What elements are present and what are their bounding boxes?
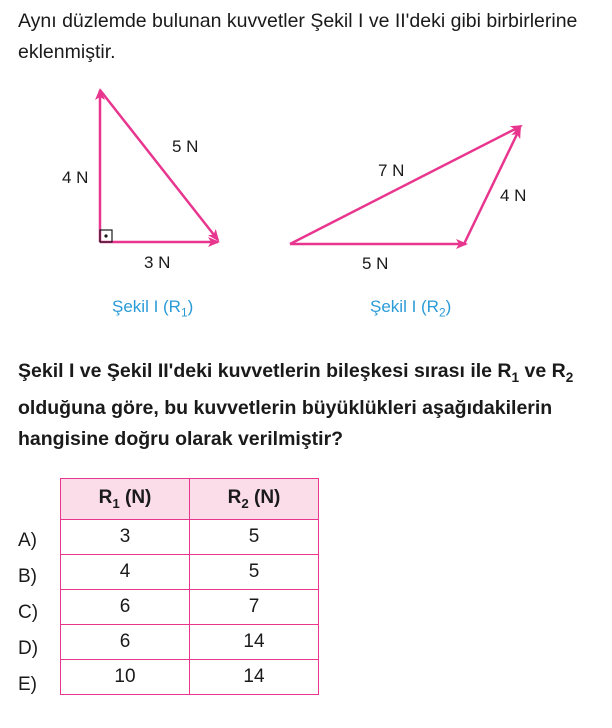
- table-row: [61, 520, 319, 555]
- label-5n-bottom: 5 N: [362, 254, 389, 273]
- label-7n: 7 N: [378, 161, 405, 180]
- vector-figures: [0, 70, 612, 290]
- cell-r1: 6: [61, 625, 190, 660]
- option-a[interactable]: A): [18, 530, 37, 551]
- figure-1: [62, 90, 218, 272]
- cell-r1: 6: [61, 590, 190, 625]
- option-e[interactable]: E): [18, 674, 37, 695]
- option-d[interactable]: D): [18, 638, 39, 659]
- cell-r1: 10: [61, 660, 190, 695]
- option-c[interactable]: C): [18, 602, 39, 623]
- figure-2: [290, 126, 526, 273]
- option-b[interactable]: B): [18, 566, 37, 587]
- cell-r1: 3: [61, 520, 190, 555]
- cell-r2: 5: [190, 555, 319, 590]
- figure-2-caption: Şekil I $(R_2)$: [370, 297, 452, 320]
- figure-1-caption: Şekil I $(R_1)$: [112, 297, 194, 320]
- label-5n: 5 N: [172, 137, 199, 156]
- label-3n: 3 N: [144, 253, 171, 272]
- cell-r2: 14: [190, 660, 319, 695]
- vector-7n: [290, 126, 521, 244]
- intro-text: Aynı düzlemde bulunan kuvvetler Şekil I ve II'deki gibi birbirlerine eklenmiştir.: [18, 10, 578, 63]
- label-4n-right: 4 N: [500, 186, 527, 205]
- table-header-row: [61, 479, 319, 520]
- header-r1: $R_1$ (N): [61, 479, 190, 520]
- table-row: [61, 625, 319, 660]
- question-text: Şekil I ve Şekil II'deki kuvvetlerin bileşkesi sırası ile $R_1$ ve $R_2$ olduğuna göre, bu kuvvetlerin büyüklükleri aşağıdakilerin hangisine doğru olarak verilmiştir?: [18, 360, 574, 450]
- cell-r2: 7: [190, 590, 319, 625]
- cell-r2: 5: [190, 520, 319, 555]
- cell-r2: 14: [190, 625, 319, 660]
- header-r2: $R_2$ (N): [190, 479, 319, 520]
- cell-r1: 4: [61, 555, 190, 590]
- answer-table: [60, 478, 319, 695]
- table-row: [61, 590, 319, 625]
- label-4n: 4 N: [62, 168, 89, 187]
- vector-5n: [100, 90, 218, 240]
- table-row: [61, 555, 319, 590]
- table-row: [61, 660, 319, 695]
